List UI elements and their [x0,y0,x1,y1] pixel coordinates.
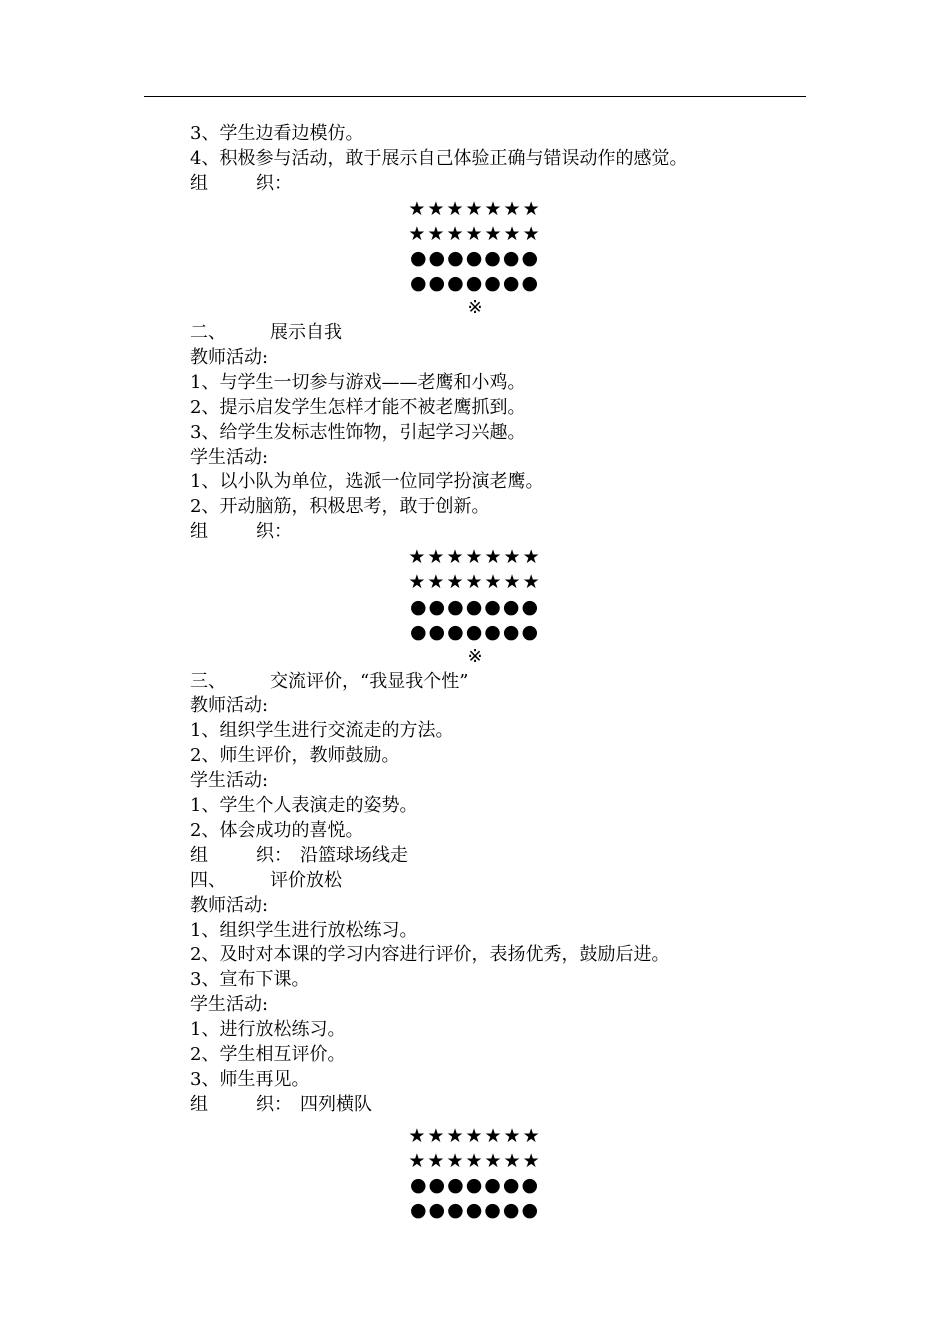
formation-diagram-2 [190,545,760,669]
section-3-heading [190,670,810,695]
teacher-position-mark: ※ [467,645,483,667]
section-3-number: 三、 [190,670,226,692]
section-2-teacher-item: 2、提示启发学生怎样才能不被老鹰抓到。 [190,396,526,418]
section-3-teacher-label: 教师活动: [190,695,269,717]
formation-row: ●●●●●●● [409,1199,541,1222]
section-3-student-item: 1、学生个人表演走的姿势。 [190,795,418,817]
section-4-heading [190,869,810,894]
organization-value: 沿篮球场线走 [300,844,408,866]
formation-row: ★★★★★★★ [408,571,542,594]
section-2-student-item: 1、以小队为单位，选派一位同学扮演老鹰。 [190,471,544,493]
section-3-teacher-item: 2、师生评价，教师鼓励。 [190,745,400,767]
section-4-teacher-label: 教师活动: [190,894,269,916]
organization-value: 四列横队 [300,1093,372,1115]
org-label-char-2: 织： [256,844,292,866]
org-label-char-1: 组 [190,521,208,543]
organization-line-3 [190,844,810,869]
section-2-teacher-item: 3、给学生发标志性饰物，引起学习兴趣。 [190,421,526,443]
header-rule [144,96,806,97]
section-4-title: 评价放松 [270,869,342,891]
formation-diagram-3 [190,1124,760,1224]
section-4-teacher-item: 1、组织学生进行放松练习。 [190,919,418,941]
section-3-student-item: 2、体会成功的喜悦。 [190,819,364,841]
formation-row: ●●●●●●● [409,1174,541,1197]
section-4-teacher-item: 2、及时对本课的学习内容进行评价，表扬优秀，鼓励后进。 [190,944,670,966]
section-2-number: 二、 [190,322,226,344]
formation-row: ●●●●●●● [409,620,541,643]
section-2-title: 展示自我 [270,322,342,344]
section-4-number: 四、 [190,869,226,891]
section-4-student-item: 3、师生再见。 [190,1068,310,1090]
organization-line-4 [190,1093,810,1118]
section-4-teacher-item: 3、宣布下课。 [190,969,310,991]
teacher-position-mark: ※ [467,297,483,319]
section-3-teacher-item: 1、组织学生进行交流走的方法。 [190,720,454,742]
section-2-teacher-label: 教师活动: [190,347,269,369]
section-3-student-label: 学生活动: [190,770,269,792]
formation-row: ●●●●●●● [409,595,541,618]
org-label-char-1: 组 [190,1093,208,1115]
formation-row: ●●●●●●● [409,247,541,270]
intro-line-4: 4、积极参与活动，敢于展示自己体验正确与错误动作的感觉。 [190,147,688,169]
org-label-char-2: 织： [256,172,292,194]
section-3-title: 交流评价，“我显我个性” [270,670,469,692]
section-4-student-item: 2、学生相互评价。 [190,1043,346,1065]
intro-line-3: 3、学生边看边模仿。 [190,123,364,144]
formation-row: ★★★★★★★ [408,197,542,220]
formation-row: ●●●●●●● [409,272,541,295]
section-2-heading [190,321,810,346]
section-2-student-item: 2、开动脑筋，积极思考，敢于创新。 [190,496,490,518]
section-4-student-item: 1、进行放松练习。 [190,1019,346,1041]
org-label-char-2: 织： [256,1093,292,1115]
org-label-char-1: 组 [190,844,208,866]
section-2-teacher-item: 1、与学生一切参与游戏——老鹰和小鸡。 [190,371,526,393]
document-body [190,122,810,1223]
organization-line-2 [190,520,810,545]
formation-row: ★★★★★★★ [408,1124,542,1147]
section-4-student-label: 学生活动: [190,994,269,1016]
org-label-char-2: 织： [256,521,292,543]
org-label-char-1: 组 [190,172,208,194]
formation-row: ★★★★★★★ [408,1149,542,1172]
formation-row: ★★★★★★★ [408,546,542,569]
section-2-student-label: 学生活动: [190,446,269,468]
organization-line-1 [190,172,810,197]
formation-row: ★★★★★★★ [408,222,542,245]
formation-diagram-1 [190,197,760,321]
